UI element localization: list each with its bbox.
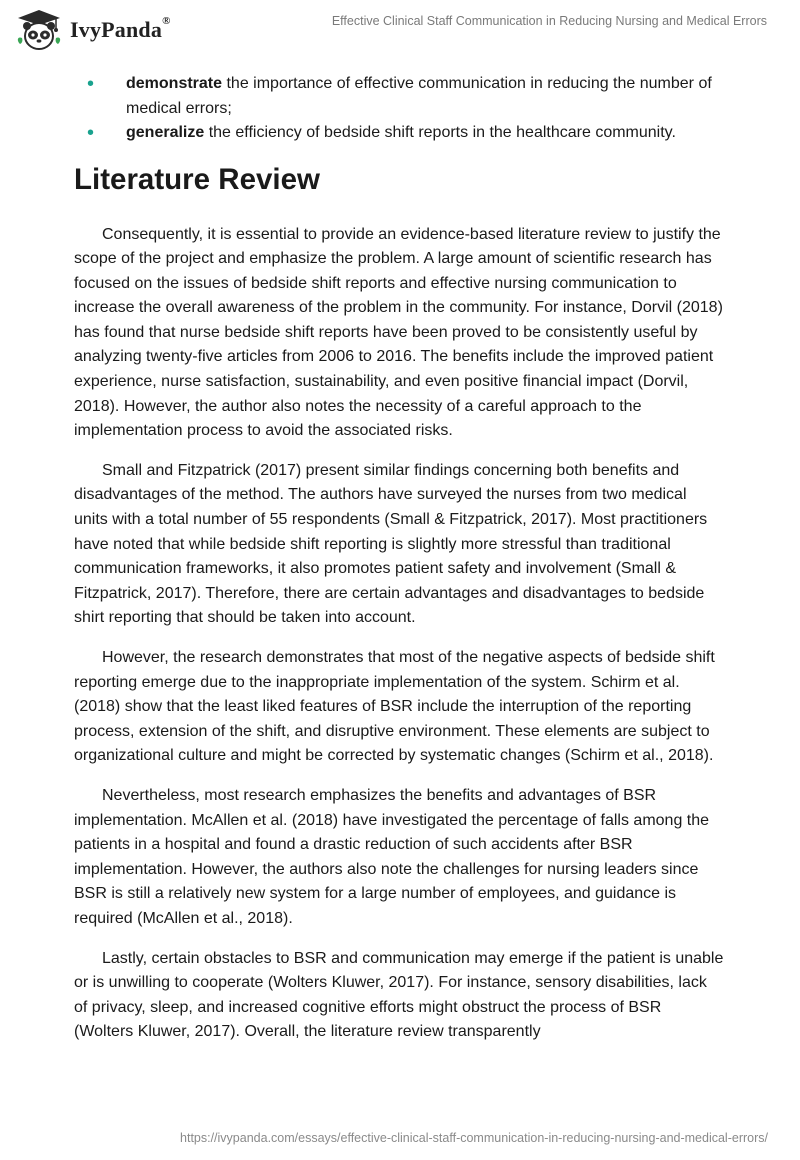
paragraph: However, the research demonstrates that most of the negative aspects of bedside shift reporting emerge due to the inappropriate implementation of the system. Schirm et al. (2018) show that the least liked features of BSR include the interruption of the reporting process, extension of the shift, and disruptive environment. These elements are subject to organizational culture and might be corrected by systematic changes (Schirm et al., 2018). — [74, 649, 715, 765]
paragraph: Small and Fitzpatrick (2017) present similar findings concerning both benefits and disadvantages of the method. The authors have surveyed the nurses from two medical units with a total number of 55 respondents (Small & Fitzpatrick, 2017). Most practitioners have noted that while bedside shift reporting is slightly more stressful than traditional communication frameworks, it also promotes patient safety and involvement (Small & Fitzpatrick, 2017). Therefore, there are certain advantages and disadvantages to bedside shirt reporting that should be taken into account. — [74, 461, 708, 627]
bullet-dot-icon: • — [87, 122, 95, 144]
list-item-text: the importance of effective communication in reducing the number of medical errors; — [126, 75, 712, 117]
page-header — [0, 0, 800, 62]
logo-text: IvyPanda® — [70, 15, 171, 42]
list-item-keyword: demonstrate — [126, 75, 223, 92]
paragraph: Nevertheless, most research emphasizes the benefits and advantages of BSR implementation. McAllen et al. (2018) have investigated the percentage of falls among the patients in a hospital and found a drastic reduction of such accidents after BSR implementation. However, the authors also note the challenges for nursing leaders since BSR is still a relatively new system for a large number of employees, and guidance is required (McAllen et al., 2018). — [74, 786, 710, 927]
section-heading: Literature Review — [74, 162, 320, 196]
objectives-list — [74, 72, 724, 146]
bullet-dot-icon: • — [87, 73, 95, 95]
paragraph: Lastly, certain obstacles to BSR and communication may emerge if the patient is unable or is unwilling to cooperate (Wolters Kluwer, 2017). For instance, sensory disabilities, lack of privacy, sleep, and increased cognitive efforts might obstruct the process of BSR (Wolters Kluwer, 2017). Overall, the literature review transparently — [74, 949, 724, 1041]
document-title: Effective Clinical Staff Communication in Reducing Nursing and Medical Errors — [331, 14, 767, 28]
footer-url-link[interactable]: https://ivypanda.com/essays/effective-clinical-staff-communication-in-reducing-nursing-and-medical-errors/ — [180, 1131, 768, 1145]
registered-mark: ® — [162, 15, 171, 27]
list-item-text: the efficiency of bedside shift reports in the healthcare community. — [204, 124, 676, 141]
panda-graduate-icon — [14, 8, 64, 52]
list-item — [74, 72, 724, 121]
site-logo[interactable] — [14, 8, 171, 52]
list-item — [74, 121, 724, 146]
document-body — [74, 72, 724, 1060]
paragraph: Consequently, it is essential to provide an evidence-based literature review to justify the scope of the project and emphasize the problem. A large amount of scientific research has focused on the issues of bedside shift reports and effective nursing communication to increase the overall awareness of the problem in the community. For instance, Dorvil (2018) has found that nurse bedside shift reports have been proved to be consistently useful by analyzing twenty-five articles from 2006 to 2016. The benefits include the improved patient experience, nurse satisfaction, sustainability, and even positive financial impact (Dorvil, 2018). However, the author also notes the necessity of a careful approach to the implementation process to avoid the associated risks. — [74, 225, 723, 440]
list-item-keyword: generalize — [126, 124, 205, 141]
